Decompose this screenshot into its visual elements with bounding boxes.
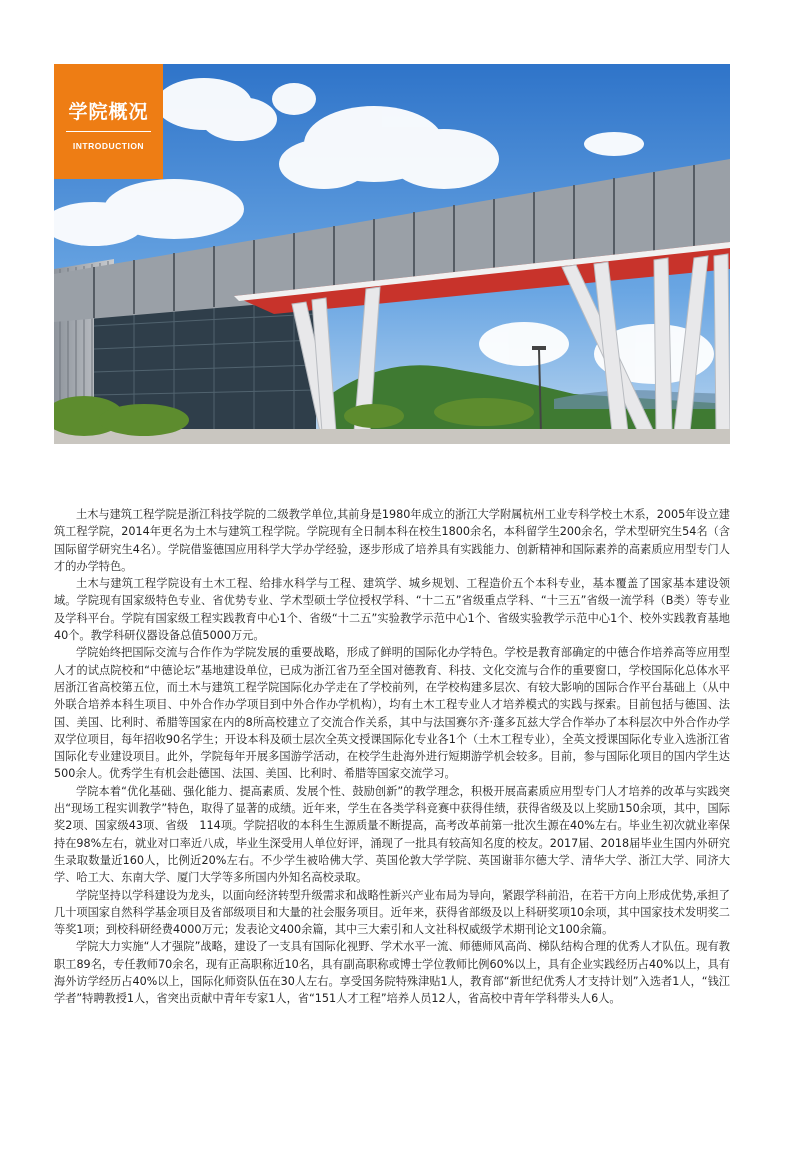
paragraph: 土木与建筑工程学院设有土木工程、给排水科学与工程、建筑学、城乡规划、工程造价五个本科专业，基本覆盖了国家基本建设领域。学院现有国家级特色专业、省优势专业、学术型硕士学位授权学科、“十二五”省级重点学科、“十三五”省级一流学科（B类）等专业及学科平台。学院有国家级工程实践教育中心1个、省级“十二五”实验教学示范中心1个、省级实验教学示范中心1个、校外实践教育基地40个。教学科研仪器设备总值5000万元。 xyxy=(54,577,730,643)
paragraph: 土木与建筑工程学院是浙江科技学院的二级教学单位,其前身是1980年成立的浙江大学附属杭州工业专科学校土木系，2005年设立建筑工程学院，2014年更名为土木与建筑工程学院。学院现有全日制本科在校生1800余名，本科留学生200余名，学术型研究生54名（含国际留学研究生4名）。学院借鉴德国应用科学大学办学经验，逐步形成了培养具有实践能力、创新精神和国际素养的高素质应用型专门人才的办学特色。 xyxy=(54,508,730,573)
introduction-text xyxy=(54,506,730,1008)
badge-divider xyxy=(66,131,151,132)
paragraph: 学院大力实施“人才强院”战略，建设了一支具有国际化视野、学术水平一流、师德师风高尚、梯队结构合理的优秀人才队伍。现有教职工89名，专任教师70余名，现有正高职称近10名，具有副高职称或博士学位教师比例60%以上，具有企业实践经历占40%以上，具有海外访学经历占40%以上，国际化师资队伍在30人左右。享受国务院特殊津贴1人，教育部“新世纪优秀人才支持计划”入选者1人，“钱江学者”特聘教授1人，省突出贡献中青年专家1人，省“151人才工程”培养人员12人，省高校中青年学科带头人6人。 xyxy=(54,940,730,1006)
section-badge xyxy=(54,64,163,179)
paragraph: 学院坚持以学科建设为龙头，以面向经济转型升级需求和战略性新兴产业布局为导向，紧跟学科前沿，在若干方向上形成优势,承担了几十项国家自然科学基金项目及省部级项目和大量的社会服务项目。近年来，获得省部级及以上科研奖项10余项，其中国家技术发明奖二等奖1项；到校科研经费4000万元；发表论文400余篇，其中三大索引和人文社科权威级学术期刊论文100余篇。 xyxy=(54,888,730,937)
badge-title: 学院概况 xyxy=(68,101,149,123)
paragraph: 学院本着“优化基础、强化能力、提高素质、发展个性、鼓励创新”的教学理念，积极开展高素质应用型专门人才培养的改革与实践突出“现场工程实训教学”特色，取得了显著的成绩。近年来，学生在各类学科竞赛中获得佳绩，获得省级及以上奖励150余项，其中，国际奖2项、国家级43项、省级 114项。学院招收的本科生生源质量不断提高，高考改革前第一批次生源在40%左右。毕业生初次就业率保持在98%左右，就业对口率近八成，毕业生深受用人单位好评，涌现了一批具有较高知名度的校友。2017届、2018届毕业生国内外研究生录取数量近160人，比例近20%左右。不少学生被哈佛大学、英国伦敦大学学院、英国谢菲尔德大学、清华大学、浙江大学、同济大学、哈工大、东南大学、厦门大学等多所国内外知名高校录取。 xyxy=(54,784,730,885)
paragraph: 学院始终把国际交流与合作作为学院发展的重要战略，形成了鲜明的国际化办学特色。学校是教育部确定的中德合作培养高等应用型人才的试点院校和“中德论坛”基地建设单位，已成为浙江省乃至全国对德教育、科技、文化交流与合作的重要窗口，学校国际化总体水平居浙江省高校第五位，而土木与建筑工程学院国际化办学走在了学校前列，在学校构建多层次、有较大影响的国际合作平台基础上（从中外联合培养本科生项目、中外合作办学项目到中外合作办学机构），均有土木工程专业人才培养模式的实践与探索。目前包括与德国、法国、美国、比利时、希腊等国家在内的8所高校建立了交流合作关系，其中与法国赛尔齐·蓬多瓦兹大学合作举办了本科层次中外合作办学双学位项目，每年招收90名学生；开设本科及硕士层次全英文授课国际化专业各1个（土木工程专业），全英文授课国际化专业入选浙江省国际化专业建设项目。此外，学院每年开展多国游学活动，在校学生赴海外进行短期游学机会较多。目前，参与国际化项目的国内学生达500余人。优秀学生有机会赴德国、法国、美国、比利时、希腊等国家交流学习。 xyxy=(54,646,730,781)
badge-subtitle: INTRODUCTION xyxy=(72,141,145,151)
